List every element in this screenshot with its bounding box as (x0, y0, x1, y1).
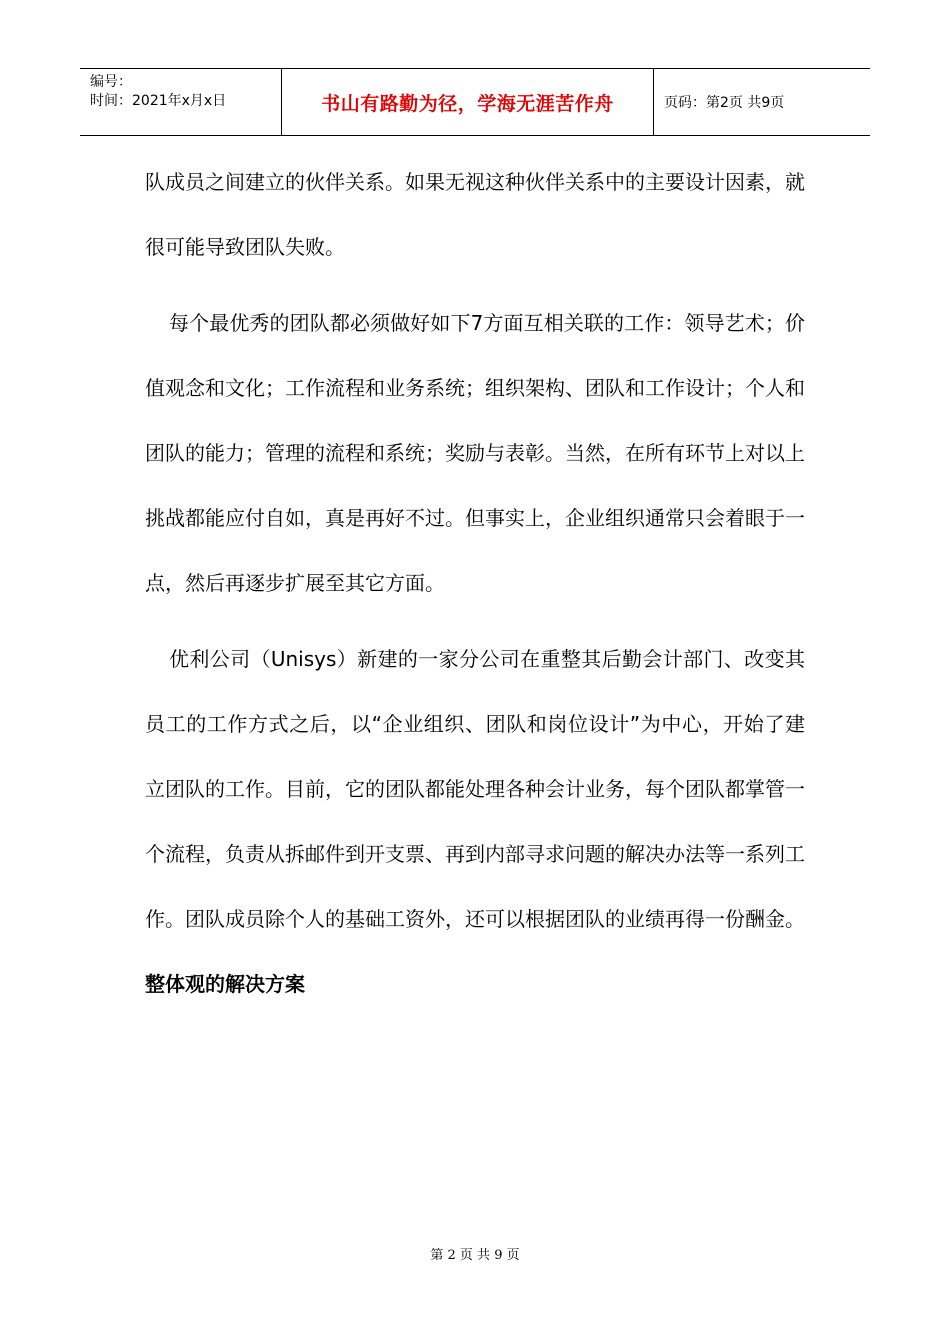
paragraph-unisys: 优利公司（Unisys）新建的一家分公司在重整其后勤会计部门、改变其员工的工作方式之后，以“企业组织、团队和岗位设计”为中心，开始了建立团队的工作。目前，它的团队都能处理各种会计业务，每个团队都掌管一个流程，负责从拆邮件到开支票、再到内部寻求问题的解决办法等一系列工作。团队成员除个人的基础工资外，还可以根据团队的业绩再得一份酬金。 (145, 647, 805, 931)
header-motto-cell (282, 69, 654, 135)
section-heading: 整体观的解决方案 (145, 972, 305, 996)
paragraph-continuation: 队成员之间建立的伙伴关系。如果无视这种伙伴关系中的主要设计因素，就很可能导致团队失败。 (145, 170, 805, 259)
header-meta (80, 69, 282, 135)
motto-text: 书山有路勤为径，学海无涯苦作舟 (321, 92, 614, 115)
time-label: 时间：2021年x月x日 (90, 93, 227, 109)
number-label: 编号： (90, 74, 132, 90)
document-body (145, 150, 805, 1017)
header-page-cell (654, 69, 870, 135)
paragraph-seven-aspects: 每个最优秀的团队都必须做好如下7方面互相关联的工作：领导艺术；价值观念和文化；工作流程和业务系统；组织架构、团队和工作设计；个人和团队的能力；管理的流程和系统；奖励与表彰。当然，在所有环节上对以上挑战都能应付自如，真是再好不过。但事实上，企业组织通常只会着眼于一点，然后再逐步扩展至其它方面。 (145, 311, 805, 595)
page-info: 页码：第2页 共9页 (664, 95, 785, 111)
page-footer: 第 2 页 共 9 页 (430, 1248, 520, 1263)
document-header (80, 68, 870, 136)
